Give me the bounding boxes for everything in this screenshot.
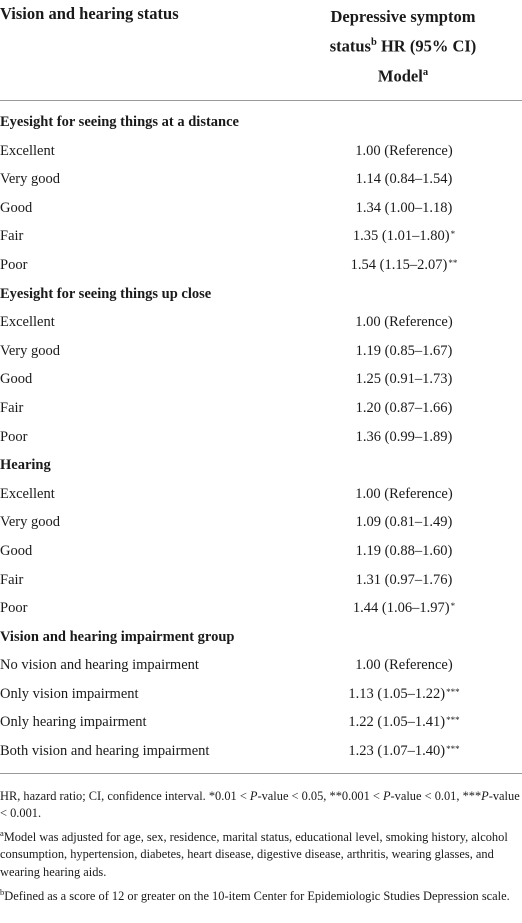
row-label: Very good <box>0 514 61 531</box>
row-label: Excellent <box>0 142 55 159</box>
row-label: Excellent <box>0 485 55 502</box>
footnote-italic-p: P <box>249 788 258 803</box>
footnote-mark-a: a <box>422 66 429 78</box>
header-right-line-1 <box>288 4 518 30</box>
table-row <box>0 394 522 423</box>
row-label: Good <box>0 199 33 216</box>
table-row <box>0 251 522 280</box>
header-right-line-3 <box>288 60 518 90</box>
significance-mark: *** <box>446 686 460 697</box>
row-label: Good <box>0 542 33 559</box>
row-label: Only hearing impairment <box>0 714 147 731</box>
significance-mark: *** <box>446 715 460 726</box>
hr-ci-value <box>286 686 522 703</box>
table-row <box>0 308 522 337</box>
table-row <box>0 508 522 537</box>
hr-ci-text: 1.44 (1.06–1.97) <box>352 600 450 617</box>
hr-ci-text: 1.31 (0.97–1.76) <box>355 571 453 588</box>
footnote-abbreviations <box>0 788 522 822</box>
hr-ci-text: 1.35 (1.01–1.80) <box>352 228 450 245</box>
table-row <box>0 423 522 452</box>
row-label: Fair <box>0 399 24 416</box>
footnote-a-mark: a <box>0 828 4 839</box>
hr-ci-value <box>286 143 522 160</box>
section-label: Vision and hearing impairment group <box>0 628 235 645</box>
row-label: Very good <box>0 171 61 188</box>
row-label: Good <box>0 371 33 388</box>
row-label: Poor <box>0 428 28 445</box>
section-label: Eyesight for seeing things up close <box>0 285 212 302</box>
row-label: Poor <box>0 600 28 617</box>
hr-ci-value <box>286 743 522 760</box>
footnote-mark-b: b <box>370 37 377 48</box>
hr-ci-value <box>286 429 522 446</box>
hr-ci-value <box>286 171 522 188</box>
table-row <box>0 651 522 680</box>
footnote-italic-p: P <box>382 788 391 803</box>
hr-ci-value <box>286 400 522 417</box>
hr-ci-text: 1.34 (1.00–1.18) <box>355 199 453 216</box>
hr-ci-value <box>286 486 522 503</box>
footnote-text: HR, hazard ratio; CI, confidence interval. *0.01 < <box>0 788 250 803</box>
hr-ci-text: 1.00 (Reference) <box>355 314 453 331</box>
table-row <box>0 566 522 595</box>
header-hr-model <box>288 4 518 89</box>
hr-ci-value <box>286 714 522 731</box>
table-row <box>0 594 522 623</box>
hr-ci-value <box>286 257 522 274</box>
footnote-text: -value < 0.05, **0.001 < <box>257 788 383 803</box>
hr-ci-text: 1.14 (0.84–1.54) <box>355 171 453 188</box>
table-row <box>0 365 522 394</box>
hr-ci-text: 1.13 (1.05–1.22) <box>348 685 446 702</box>
row-label: Fair <box>0 228 24 245</box>
hr-ci-text: 1.09 (0.81–1.49) <box>355 514 453 531</box>
hr-ci-text: 1.19 (0.85–1.67) <box>355 342 453 359</box>
table-footnotes <box>0 774 522 905</box>
significance-mark: * <box>450 229 456 240</box>
hr-ci-value <box>286 314 522 331</box>
table-row <box>0 165 522 194</box>
hr-ci-value <box>286 343 522 360</box>
footnote-a <box>0 825 522 881</box>
section-header-row <box>0 108 522 137</box>
footnote-b <box>0 884 522 905</box>
hr-ci-value <box>286 514 522 531</box>
significance-mark: * <box>450 601 456 612</box>
header-vision-hearing-status: Vision and hearing status <box>0 4 179 23</box>
hr-ci-value <box>286 572 522 589</box>
hr-ci-text: 1.19 (0.88–1.60) <box>355 542 453 559</box>
table-row <box>0 194 522 223</box>
significance-mark: *** <box>446 744 460 755</box>
section-label: Hearing <box>0 457 51 474</box>
footnote-italic-p: P <box>481 788 489 803</box>
section-header-row <box>0 623 522 652</box>
footnote-b-mark: b <box>0 886 5 897</box>
hr-ci-value <box>286 543 522 560</box>
table-row <box>0 737 522 766</box>
section-header-row <box>0 280 522 309</box>
hr-ci-value <box>286 371 522 388</box>
table-row <box>0 680 522 709</box>
header-right-text-2: status <box>329 36 371 56</box>
table-row <box>0 708 522 737</box>
row-label: Excellent <box>0 314 55 331</box>
table-row <box>0 480 522 509</box>
hr-ci-value <box>286 600 522 617</box>
table-row <box>0 222 522 251</box>
section-label: Eyesight for seeing things at a distance <box>0 114 239 130</box>
table-row <box>0 537 522 566</box>
hr-ci-text: 1.36 (0.99–1.89) <box>355 428 453 445</box>
table-row <box>0 137 522 166</box>
hr-ci-text: 1.25 (0.91–1.73) <box>355 371 453 388</box>
row-label: Poor <box>0 256 28 273</box>
footnote-text: -value < 0.01, *** <box>390 788 482 803</box>
footnote-text: -value < 0.001. <box>0 788 520 820</box>
hr-ci-text: 1.00 (Reference) <box>355 485 453 502</box>
hr-ci-text: 1.00 (Reference) <box>355 657 453 674</box>
hr-ci-text: 1.23 (1.07–1.40) <box>348 743 446 760</box>
table-header <box>0 0 522 101</box>
row-label: No vision and hearing impairment <box>0 657 199 674</box>
hr-ci-text: 1.54 (1.15–2.07) <box>350 256 448 273</box>
hr-ci-value <box>286 228 522 245</box>
row-label: Only vision impairment <box>0 685 139 702</box>
header-right-text-3: HR (95% CI) <box>376 36 477 56</box>
table-body <box>0 101 522 766</box>
row-label: Fair <box>0 571 24 588</box>
hr-ci-text: 1.00 (Reference) <box>355 142 453 159</box>
header-right-text-1: Depressive symptom <box>330 7 476 26</box>
row-label: Both vision and hearing impairment <box>0 743 210 760</box>
footnote-a-text: Model was adjusted for age, sex, residence, marital status, educational level, smoking history, alcohol consumption, hypertension, diabetes, heart disease, digestive disease, arthritis, wearing glasses, and wearing hearing aids. <box>0 830 508 879</box>
header-right-text-4: Model <box>377 66 423 85</box>
hr-ci-value <box>286 200 522 217</box>
header-right-line-2 <box>288 30 518 60</box>
hr-ci-text: 1.22 (1.05–1.41) <box>348 714 446 731</box>
table-row <box>0 337 522 366</box>
hr-ci-value <box>286 657 522 674</box>
hr-ci-text: 1.20 (0.87–1.66) <box>355 399 453 416</box>
footnote-b-text: Defined as a score of 12 or greater on the 10-item Center for Epidemiologic Studies Depression scale. <box>4 888 510 903</box>
section-header-row <box>0 451 522 480</box>
row-label: Very good <box>0 342 61 359</box>
significance-mark: ** <box>448 257 458 268</box>
